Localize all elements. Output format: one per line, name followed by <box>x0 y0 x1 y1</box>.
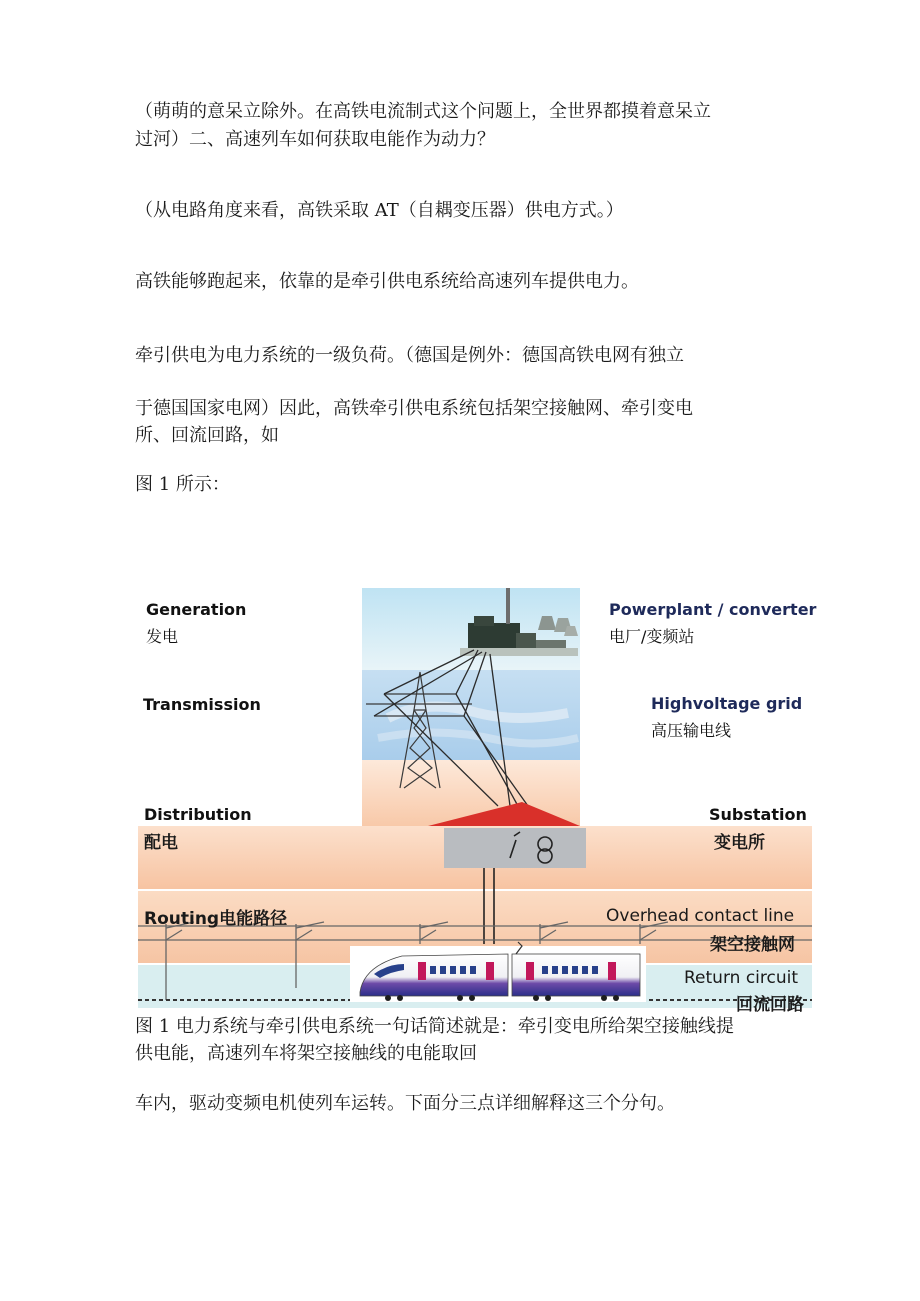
return-circuit-label: Return circuit <box>684 968 799 988</box>
distribution-label-cn: 配电 <box>144 833 178 853</box>
paragraph-5-line-2: 所、回流回路，如 <box>135 425 279 446</box>
generation-label: Generation <box>146 600 247 619</box>
paragraph-2: （从电路角度来看，高铁采取 AT（自耦变压器）供电方式。） <box>135 200 624 221</box>
substation-label: Substation <box>709 805 807 824</box>
transmission-label: Transmission <box>143 695 261 714</box>
paragraph-5-line-1: 于德国国家电网）因此，高铁牵引供电系统包括架空接触网、牵引变电 <box>135 398 693 419</box>
paragraph-3: 高铁能够跑起来，依靠的是牵引供电系统给高速列车提供电力。 <box>135 271 639 292</box>
paragraph-1-line-1: （萌萌的意呆立除外。在高铁电流制式这个问题上，全世界都摸着意呆立 <box>135 101 711 122</box>
overhead-label-cn: 架空接触网 <box>710 935 795 955</box>
powerplant-label-cn: 电厂/变频站 <box>609 627 695 646</box>
substation-label-cn: 变电所 <box>714 833 765 853</box>
paragraph-4: 牵引供电为电力系统的一级负荷。（德国是例外：德国高铁电网有独立 <box>135 345 684 366</box>
paragraph-7: 车内，驱动变频电机使列车运转。下面分三点详细解释这三个分句。 <box>135 1093 675 1114</box>
distribution-label: Distribution <box>144 805 252 824</box>
paragraph-6: 图 1 所示： <box>135 474 230 495</box>
overhead-label: Overhead contact line <box>606 906 795 926</box>
figure-caption-line-2: 供电能，高速列车将架空接触线的电能取回 <box>135 1043 477 1064</box>
routing-label: Routing电能路径 <box>144 909 288 929</box>
high-speed-train <box>350 942 646 1002</box>
return-circuit-label-cn: 回流回路 <box>736 995 804 1015</box>
generation-label-cn: 发电 <box>146 627 179 646</box>
paragraph-1-line-2: 过河）二、高速列车如何获取电能作为动力？ <box>135 129 495 150</box>
highvoltage-label: Highvoltage grid <box>651 694 803 713</box>
highvoltage-label-cn: 高压输电线 <box>651 721 732 740</box>
power-system-figure <box>138 588 817 1015</box>
powerplant-label: Powerplant / converter <box>609 600 817 619</box>
figure-caption-line-1: 图 1 电力系统与牵引供电系统一句话简述就是：牵引变电所给架空接触线提 <box>135 1016 734 1037</box>
